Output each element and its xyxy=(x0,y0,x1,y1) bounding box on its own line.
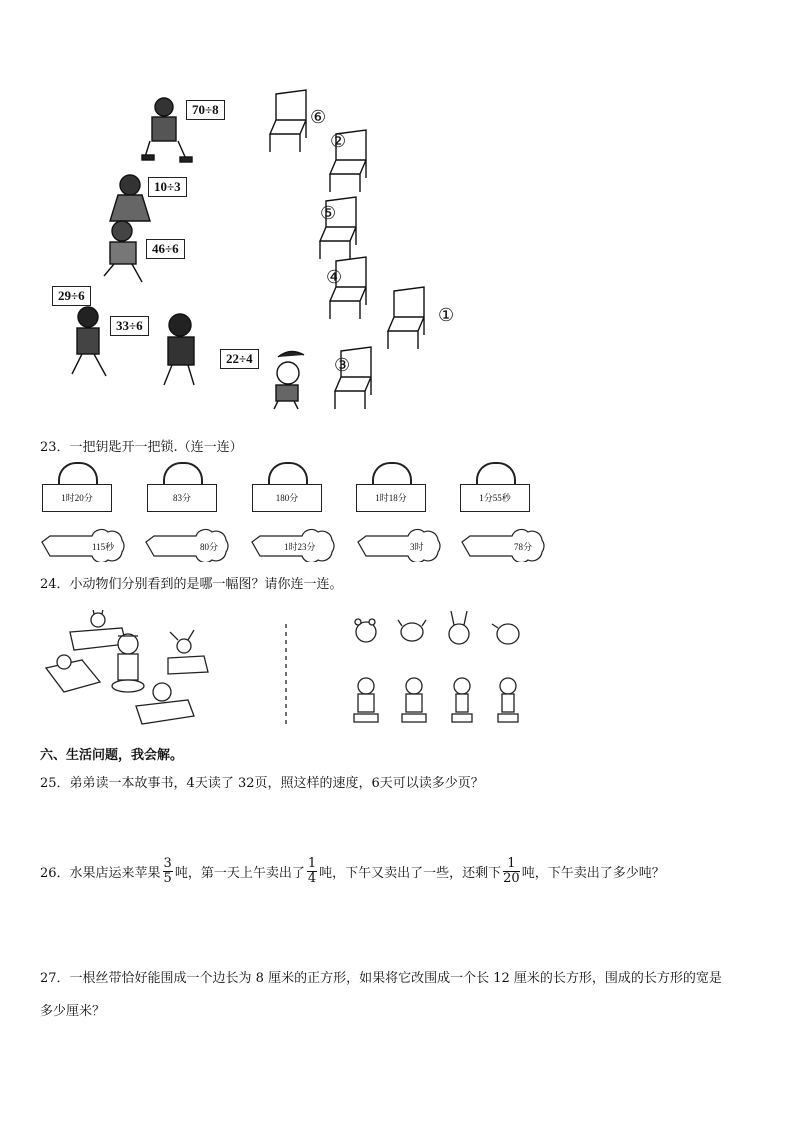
q26-text-2: 吨，第一天上午卖出了 xyxy=(174,866,305,881)
question-23: 23．一把钥匙开一把锁.（连一连） xyxy=(40,440,243,455)
seat-number-6: ⑥ xyxy=(310,107,327,128)
child-figure-2 xyxy=(110,175,150,221)
expression-bubble-2: 10÷3 xyxy=(148,177,187,197)
key-4[interactable]: 3时 xyxy=(410,542,424,552)
expression-bubble-3: 46÷6 xyxy=(146,239,185,259)
expression-bubble-1: 70÷8 xyxy=(186,100,225,120)
view-option-statue-2-icon xyxy=(402,678,426,722)
car-with-bunny xyxy=(168,630,208,674)
child-figure-3 xyxy=(104,221,142,282)
child-figure-1 xyxy=(142,98,192,162)
fraction-3-5 xyxy=(163,857,173,886)
view-option-rabbit-icon xyxy=(449,611,469,644)
lock-shackle-icon xyxy=(163,462,203,484)
seat-number-1: ① xyxy=(438,305,455,326)
lock-1[interactable]: 1时20分 xyxy=(42,484,112,512)
question-27-line-1: 27．一根丝带恰好能围成一个边长为 8 厘米的正方形，如果将它改围成一个长 12 厘米的长方形，围成的长方形的宽是 xyxy=(40,971,722,986)
section-6-title: 六、生活问题，我会解。 xyxy=(40,748,184,763)
question-26 xyxy=(40,857,665,886)
seat-number-3: ③ xyxy=(334,355,351,376)
animals-view-illustration xyxy=(36,610,536,735)
fraction-1-4 xyxy=(307,857,317,886)
fraction-1-20 xyxy=(503,857,520,886)
view-option-chick-icon xyxy=(492,624,519,644)
key-5[interactable]: 78分 xyxy=(514,542,533,552)
car-with-dog xyxy=(46,655,100,692)
seat-number-4: ④ xyxy=(326,267,343,288)
lock-shackle-icon xyxy=(58,462,98,484)
child-figure-4 xyxy=(72,307,106,376)
fraction-numerator: 1 xyxy=(307,856,317,871)
q26-text-4: 吨，下午卖出了多少吨？ xyxy=(521,866,665,881)
fraction-denominator: 5 xyxy=(163,871,172,886)
view-option-statue-1-icon xyxy=(354,678,378,722)
lock-4[interactable]: 1时18分 xyxy=(356,484,426,512)
car-with-duck xyxy=(136,683,194,724)
child-figure-6 xyxy=(274,351,304,409)
key-2[interactable]: 80分 xyxy=(200,542,219,552)
fraction-denominator: 4 xyxy=(307,871,317,886)
expression-bubble-4: 29÷6 xyxy=(52,286,91,306)
lock-shackle-icon xyxy=(476,462,516,484)
fraction-numerator: 1 xyxy=(503,857,520,872)
lock-5[interactable]: 1分55秒 xyxy=(460,484,530,512)
question-27-line-2: 多少厘米？ xyxy=(40,1004,106,1019)
seat-matching-illustration xyxy=(30,85,470,415)
lock-shackle-icon xyxy=(268,462,308,484)
lock-shackle-icon xyxy=(372,462,412,484)
expression-bubble-6: 22÷4 xyxy=(220,349,259,369)
question-24: 24．小动物们分别看到的是哪一幅图？请你连一连。 xyxy=(40,577,343,592)
view-option-bear-icon xyxy=(355,619,376,642)
q26-text-3: 吨，下午又卖出了一些，还剩下 xyxy=(319,866,502,881)
q26-text-1: 26．水果店运来苹果 xyxy=(40,866,161,881)
view-option-statue-3-icon xyxy=(452,678,472,722)
key-1[interactable]: 115秒 xyxy=(92,542,115,552)
child-figure-5 xyxy=(164,314,194,385)
view-option-dog-icon xyxy=(398,620,426,641)
key-shape-icon xyxy=(358,529,440,562)
lock-2[interactable]: 83分 xyxy=(147,484,217,512)
question-25: 25．弟弟读一本故事书，4天读了 32页，照这样的速度，6天可以读多少页？ xyxy=(40,776,484,791)
seat-1 xyxy=(388,287,424,349)
lock-3[interactable]: 180分 xyxy=(252,484,322,512)
seat-number-2: ② xyxy=(330,131,347,152)
seat-6 xyxy=(270,90,306,152)
fraction-denominator: 20 xyxy=(503,871,520,886)
view-option-statue-4-icon xyxy=(498,678,518,722)
fraction-numerator: 3 xyxy=(163,856,172,871)
key-3[interactable]: 1时23分 xyxy=(284,542,316,552)
expression-bubble-5: 33÷6 xyxy=(110,316,149,336)
seat-number-5: ⑤ xyxy=(320,203,337,224)
